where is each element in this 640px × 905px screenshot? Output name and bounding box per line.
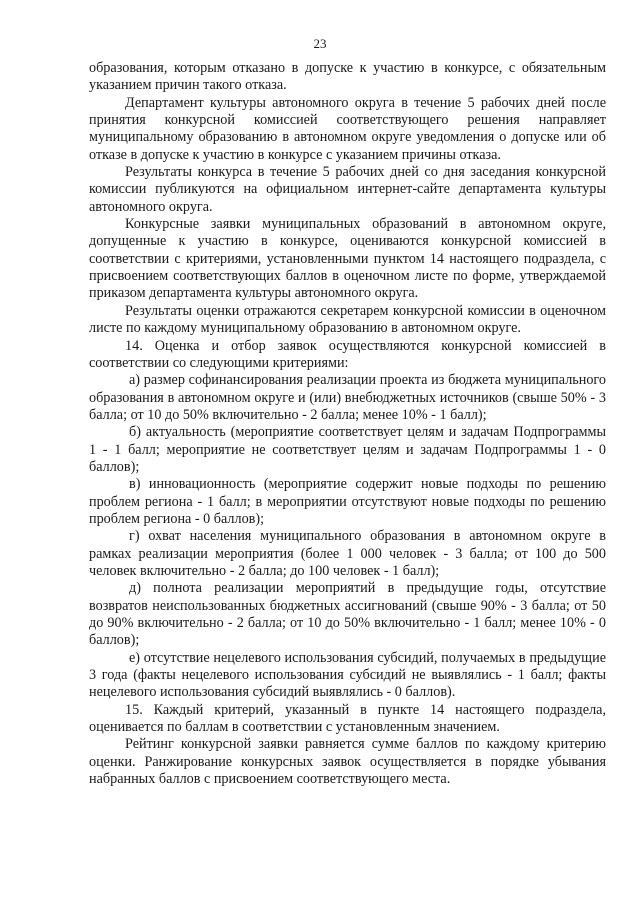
criterion-a: а) размер софинансирования реализации проекта из бюджета муниципального образования в автономном округе и (или) внебюджетных источников (свыше 50% - 3 балла; от 10 до 50% включительно - 2 балла; менее 10% - 1 балл); <box>89 372 606 423</box>
paragraph-results-publication: Результаты конкурса в течение 5 рабочих дней со дня заседания конкурсной комиссии публикуются на официальном интернет-сайте департамента культуры автономного округа. <box>89 164 606 215</box>
criterion-v: в) инновационность (мероприятие содержит новые подходы по решению проблем региона - 1 балл; в мероприятии отсутствуют новые подходы по решению проблем региона - 0 баллов); <box>89 476 606 527</box>
paragraph-evaluation-sheet: Результаты оценки отражаются секретарем конкурсной комиссии в оценочном листе по каждому муниципальному образованию в автономном округе. <box>89 302 606 337</box>
paragraph-item-14: 14. Оценка и отбор заявок осуществляются конкурсной комиссией в соответствии со следующими критериями: <box>89 337 606 371</box>
paragraph-continuation: образования, которым отказано в допуске к участию в конкурсе, с обязательным указанием причин такого отказа. <box>89 60 606 94</box>
criterion-b: б) актуальность (мероприятие соответствует целям и задачам Подпрограммы 1 - 1 балл; мероприятие не соответствует целям и задачам Подпрограммы 1 - 0 баллов); <box>89 424 606 475</box>
document-body <box>89 60 606 788</box>
criterion-e: е) отсутствие нецелевого использования субсидий, получаемых в предыдущие 3 года (факты нецелевого использования субсидий не выявлялись - 1 балл; факты нецелевого использования субсидий выявлялись - 0 баллов). <box>89 649 606 701</box>
criterion-g: г) охват населения муниципального образования в автономном округе в рамках реализации мероприятия (более 1 000 человек - 3 балла; от 100 до 500 человек включительно - 2 балла; до 100 человек - 1 балл); <box>89 528 606 579</box>
page-number: 23 <box>313 36 327 51</box>
paragraph-rating: Рейтинг конкурсной заявки равняется сумме баллов по каждому критерию оценки. Ранжирование конкурсных заявок осуществляется в порядке убывания набранных баллов с присвоением соответствующего места. <box>89 736 606 788</box>
paragraph-notification: Департамент культуры автономного округа в течение 5 рабочих дней после принятия конкурсной комиссией соответствующего решения направляет муниципальному образованию в автономном округе уведомления о допуске или об отказе в допуске к участию в конкурсе с указанием причины отказа. <box>89 94 606 163</box>
criterion-d: д) полнота реализации мероприятий в предыдущие годы, отсутствие возвратов неиспользованных бюджетных ассигнований (свыше 90% - 3 балла; от 50 до 90% включительно - 2 балла; от 10 до 50% включительно - 1 балл; менее 10% - 0 баллов); <box>89 580 606 649</box>
paragraph-applications-evaluation: Конкурсные заявки муниципальных образований в автономном округе, допущенные к участию в конкурсе, оцениваются конкурсной комиссией в соответствии с критериями, установленными пунктом 14 настоящего подраздела, с присвоением соответствующих баллов в оценочном листе по форме, утверждаемой приказом департамента культуры автономного округа. <box>89 216 606 302</box>
paragraph-item-15: 15. Каждый критерий, указанный в пункте 14 настоящего подраздела, оценивается по баллам в соответствии с установленным значением. <box>89 701 606 736</box>
